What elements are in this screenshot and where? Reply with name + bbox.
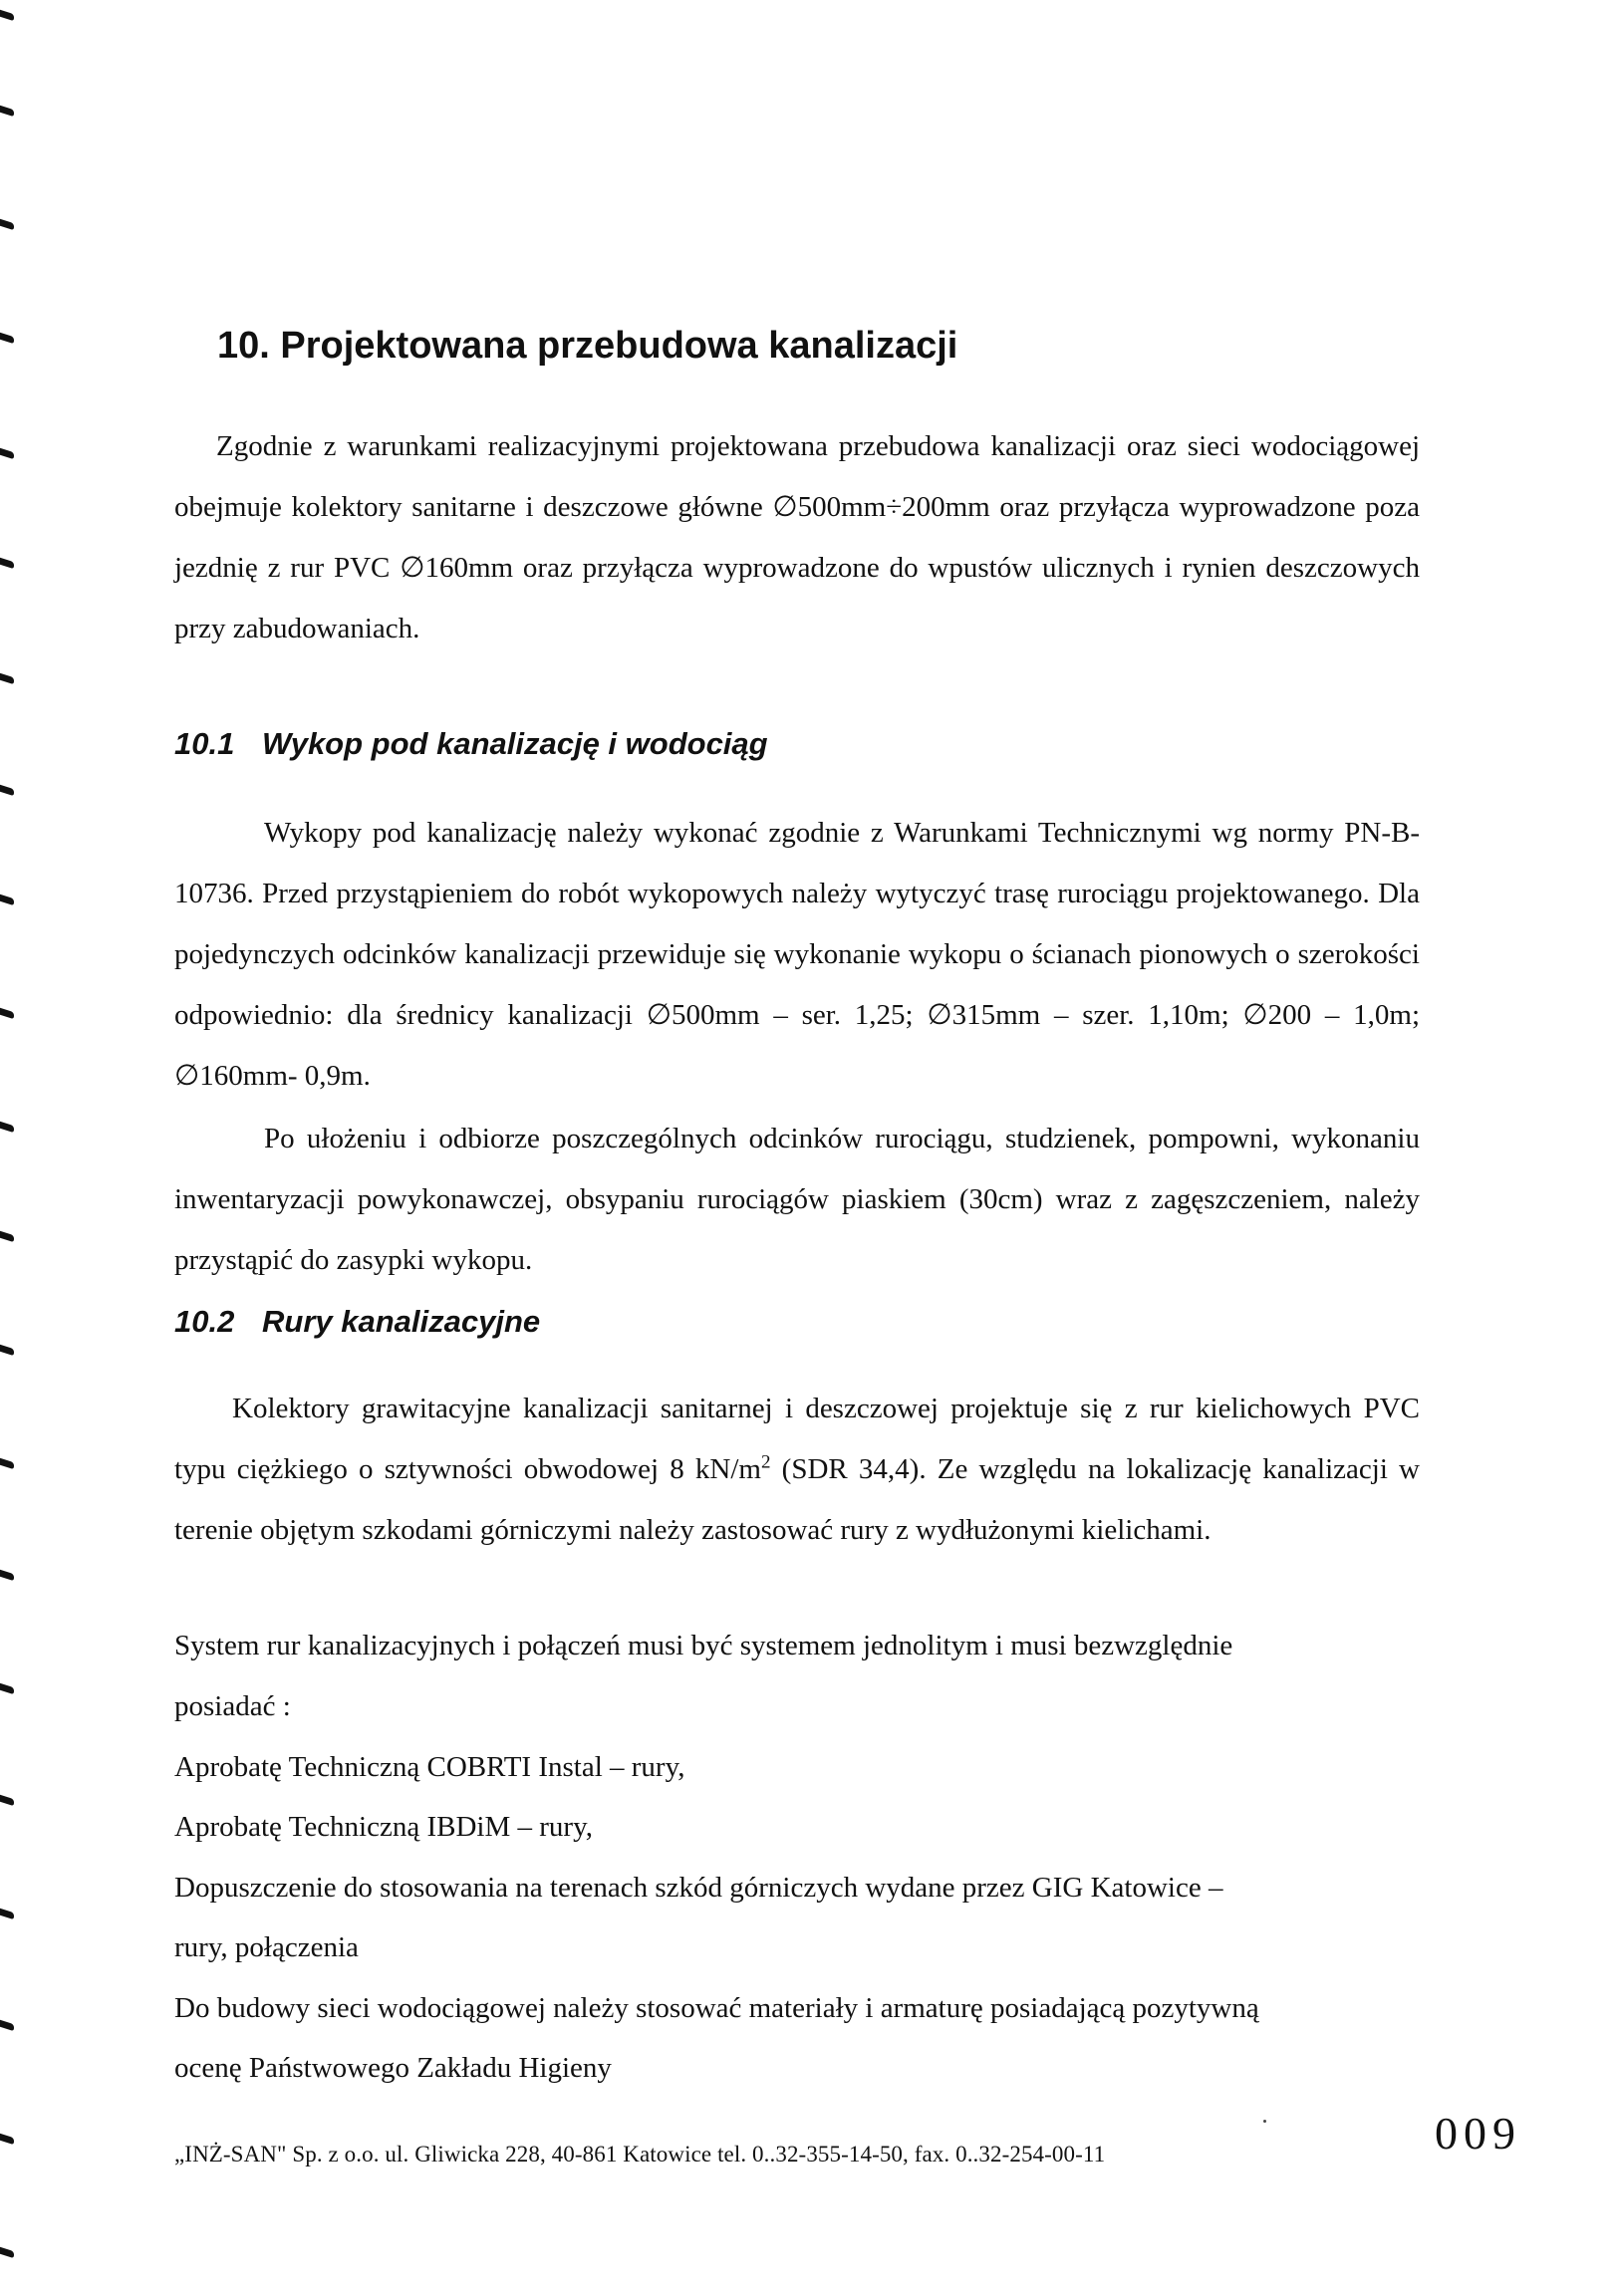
section-number: 10.1	[174, 726, 235, 761]
binder-mark	[0, 1683, 14, 1695]
binder-mark	[0, 2020, 14, 2032]
binder-mark	[0, 219, 14, 231]
page-number: 009	[1435, 2108, 1521, 2159]
binder-mark	[0, 2247, 14, 2259]
binder-mark	[0, 558, 14, 570]
scan-speck	[1263, 2120, 1266, 2123]
section-10-1-paragraph-2: Po ułożeniu i odbiorze poszczególnych odcinków rurociągu, studzienek, pompowni, wykonaniu inwentaryzacji powykonawczej, obsypaniu rurociągów piaskiem (30cm) wraz z zagęszczeniem, należy przystąpić do zasypki wykopu.	[174, 1123, 1420, 1276]
section-heading-10: 10. Projektowana przebudowa kanalizacji	[217, 325, 958, 367]
section-number: 10.2	[174, 1304, 235, 1339]
text-line: Aprobatę Techniczną IBDiM – rury,	[174, 1811, 593, 1843]
text-line: posiadać :	[174, 1690, 291, 1722]
text-line: Dopuszczenie do stosowania na terenach szkód górniczych wydane przez GIG Katowice –	[174, 1872, 1223, 1904]
text-line: Do budowy sieci wodociągowej należy stosować materiały i armaturę posiadającą pozytywną	[174, 1992, 1259, 2024]
binder-mark	[0, 1458, 14, 1470]
section-heading-10-2	[174, 1304, 540, 1340]
text-line: ocenę Państwowego Zakładu Higieny	[174, 2052, 612, 2084]
intro-paragraph: Zgodnie z warunkami realizacyjnymi projektowana przebudowa kanalizacji oraz sieci wodociągowej obejmuje kolektory sanitarne i deszczowe główne ∅500mm÷200mm oraz przyłącza wyprowadzone poza jezdnię z rur PVC ∅160mm oraz przyłącza wyprowadzone do wpustów ulicznych i rynien deszczowych przy zabudowaniach.	[174, 430, 1420, 644]
binder-mark	[0, 1570, 14, 1582]
text-line: System rur kanalizacyjnych i połączeń musi być systemem jednolitym i musi bezwzględnie	[174, 1630, 1233, 1661]
binder-mark	[0, 1345, 14, 1357]
binder-mark	[0, 106, 14, 118]
text-line: rury, połączenia	[174, 1931, 359, 1963]
binder-mark	[0, 10, 14, 22]
superscript: 2	[761, 1451, 771, 1473]
binder-mark	[0, 673, 14, 685]
section-title: Rury kanalizacyjne	[262, 1304, 541, 1339]
section-10-1-paragraph-1: Wykopy pod kanalizację należy wykonać zgodnie z Warunkami Technicznymi wg normy PN-B-10736. Przed przystąpieniem do robót wykopowych należy wytyczyć trasę rurociągu projektowanego. Dla pojedynczych odcinków kanalizacji przewiduje się wykonanie wykopu o ścianach pionowych o szerokości odpowiednio: dla średnicy kanalizacji ∅500mm – ser. 1,25; ∅315mm – szer. 1,10m; ∅200 – 1,0m; ∅160mm- 0,9m.	[174, 817, 1420, 1092]
binder-mark	[0, 1795, 14, 1807]
binder-mark	[0, 2134, 14, 2146]
paragraph-text: (SDR 34,4). Ze względu na lokalizację kanalizacji w terenie objętym szkodami górniczymi należy zastosować rury z wydłużonymi kielichami.	[174, 1453, 1421, 1546]
binder-mark	[0, 333, 14, 345]
section-title: Wykop pod kanalizację i wodociąg	[262, 726, 768, 761]
binder-mark	[0, 785, 14, 797]
binder-mark	[0, 448, 14, 460]
binder-mark	[0, 894, 14, 906]
section-heading-10-1	[174, 726, 768, 762]
binder-mark	[0, 1122, 14, 1134]
section-10-2-paragraph-1	[174, 1379, 1420, 1561]
page-footer: „INŻ-SAN" Sp. z o.o. ul. Gliwicka 228, 40-861 Katowice tel. 0..32-355-14-50, fax. 0..32-254-00-11	[174, 2142, 1106, 2167]
text-line: Aprobatę Techniczną COBRTI Instal – rury,	[174, 1751, 685, 1783]
paragraph-text: Kolektory grawitacyjne kanalizacji sanitarnej i deszczowej projektuje się z rur kielichowych PVC typu ciężkiego o sztywności obwodowej 8 kN/m	[174, 1393, 1420, 1485]
binder-mark	[0, 1008, 14, 1020]
binder-mark	[0, 1909, 14, 1920]
binder-mark	[0, 1231, 14, 1243]
